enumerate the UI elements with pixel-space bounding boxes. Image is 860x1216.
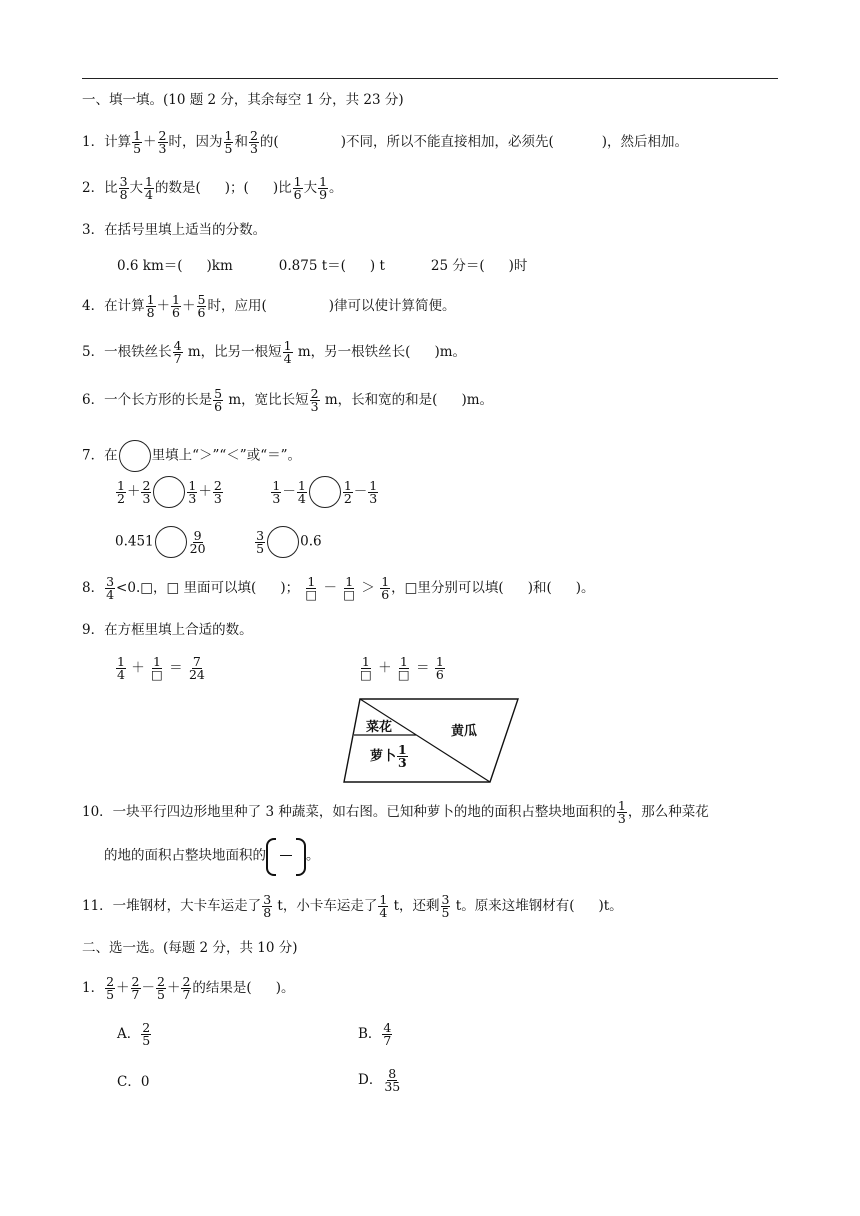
compare-circle[interactable] [267,526,299,558]
compare-circle[interactable] [309,476,341,508]
fraction [224,130,234,155]
fraction [283,340,293,365]
text-segment: 4 [297,490,306,506]
text-segment: 3 [142,490,151,506]
text-segment: 8． [82,580,105,596]
text-segment: 3 [398,755,407,770]
text-segment: 大 [303,180,318,196]
text-segment: 1 [369,477,378,493]
fraction [435,656,445,681]
text-segment: □ [360,667,372,682]
question-6 [82,388,493,413]
text-segment: 1 [117,654,125,669]
text-segment: t，还剩 [389,898,440,914]
text-segment: 3 [119,174,128,189]
text-segment: 1 [345,574,354,589]
text-segment: 大 [129,180,144,196]
text-segment: ＋ [126,483,141,500]
text-segment: 1 [361,654,370,669]
text-segment: ＋ [156,298,171,314]
question-9-left [115,656,207,681]
text-segment: 5 [106,987,115,1002]
fraction [156,976,166,1001]
text-segment: 4 [379,905,388,920]
text-segment: 2 [249,128,258,143]
text-segment: 2 [158,128,167,143]
option-d[interactable] [358,1068,402,1093]
text-segment: 6．一个长方形的长是 [82,392,213,408]
text-segment: 35 [384,1079,401,1094]
text-segment: 4．在计算 [82,298,145,314]
fraction [181,976,191,1001]
text-segment: )。 [275,980,295,996]
text-segment: 5．一根铁丝长 [82,344,172,360]
fraction [380,576,390,601]
text-segment: 2 [106,974,115,989]
fraction [617,800,627,825]
text-segment: )，然后相加。 [601,134,689,150]
question-3-units [117,256,527,276]
text-segment: 8 [119,187,128,202]
text-segment: )km [206,258,233,274]
fraction [262,894,272,919]
question-2 [82,176,343,201]
fraction [119,176,129,201]
text-segment: 1 [133,128,142,143]
text-segment: )不同，所以不能直接相加，必须先( [340,134,554,150]
fraction [141,477,151,506]
text-segment: 3 [106,574,115,589]
text-segment: 和 [234,134,248,150]
fraction [249,130,259,155]
fraction [293,176,303,201]
text-segment: 3 [158,141,167,156]
text-segment: 5 [441,905,450,920]
text-segment: 3 [256,527,265,543]
text-segment: 的地的面积占整块地面积的 [104,847,266,864]
text-segment: ＝ [169,660,183,676]
fraction [310,388,320,413]
text-segment: ，那么种菜花 [627,804,709,820]
text-segment: 3 [310,399,319,414]
text-segment: ＋ [116,980,130,996]
choice-question-1 [82,976,294,1001]
section-two-title: 二、选一选。(每题 2 分，共 10 分) [82,940,298,956]
fraction [213,388,223,413]
text-segment: )m。 [461,392,494,408]
text-segment: 时，因为 [168,134,223,150]
parallelogram-outline [344,699,518,782]
text-segment: 6 [435,667,444,682]
text-segment: 3 [617,811,626,826]
text-segment: 5 [214,386,223,401]
option-c[interactable]: C．0 [117,1074,150,1090]
text-segment: )和( [527,580,552,596]
question-9-right [358,656,446,681]
text-segment: 1 [272,477,281,493]
text-segment: 1．计算 [82,134,132,150]
text-segment: 0.451 [115,533,154,550]
text-segment: ＋ [143,134,157,150]
fraction [342,576,356,601]
text-segment: t，小卡车运走了 [273,898,378,914]
text-segment: 4 [117,667,125,682]
text-segment: 2 [157,974,165,989]
text-segment: ＋ [131,660,145,676]
text-segment: 0.6 km＝( [117,258,183,274]
text-segment: D． [358,1072,383,1088]
text-segment: 6 [293,187,302,202]
fraction [189,527,207,556]
text-segment: 4 [283,351,292,366]
text-segment: ＝ [416,660,430,676]
compare-circle[interactable] [153,476,185,508]
text-segment: 11．一堆钢材，大卡车运走了 [82,898,262,914]
header-rule [82,78,778,79]
question-3: 3．在括号里填上适当的分数。 [82,222,267,238]
text-segment: 7 [383,1033,392,1048]
fraction [213,477,223,506]
text-segment: □ [305,587,318,602]
text-segment: 3 [441,892,450,907]
text-segment: 0.6 [300,533,322,550]
text-segment: 25 分＝( [430,258,485,274]
text-segment: 。 [306,847,320,864]
text-segment: m，比另一根短 [183,344,282,360]
text-segment: 1 [172,292,180,307]
text-segment: <0.□，□ 里面可以填( [116,580,257,596]
text-segment: 2 [182,974,191,989]
text-segment: 4 [145,187,153,202]
fraction [105,576,115,601]
question-4 [82,294,456,319]
text-segment: ＞ [361,580,375,596]
text-segment: ＋ [198,483,212,500]
text-segment: ＋ [166,980,181,996]
question-7-row-1 [115,476,379,508]
fraction [197,294,207,319]
compare-circle-icon [119,440,151,472]
text-segment: 4 [106,587,115,602]
section-one-title: 一、填一填。(10 题 2 分，其余每空 1 分，共 23 分) [82,92,404,108]
fraction [359,656,373,681]
text-segment: 1 [435,654,444,669]
text-segment: □ [343,587,356,602]
fraction [171,294,181,319]
text-segment: ＋ [378,660,392,676]
luobo-label [370,744,409,769]
text-segment: － [323,580,337,596]
text-segment: B． [358,1026,382,1042]
fraction [105,976,115,1001]
text-segment: 1 [188,477,197,493]
text-segment: 1 [399,654,408,669]
text-segment: )； [280,580,300,596]
text-segment: 1 [152,654,161,669]
text-segment: 1 [224,128,233,143]
text-segment: 5 [142,1033,151,1048]
fraction [150,656,164,681]
text-segment: m，另一根铁丝长( [293,344,411,360]
text-segment: 1 [145,174,153,189]
huanggua-label: 黄瓜 [451,724,478,739]
text-segment: )比 [272,180,292,196]
text-segment: □ [397,667,410,682]
question-5 [82,340,466,365]
text-segment: 20 [189,540,206,556]
text-segment: 2 [131,974,140,989]
fraction [397,656,411,681]
text-segment: 的结果是( [192,980,252,996]
text-segment: 0.875 t＝( [278,258,346,274]
text-segment: 时，应用( [207,298,267,314]
text-segment: 7．在 [82,447,118,464]
fraction [144,176,154,201]
text-segment: 里填上“＞”“＜”或“＝”。 [151,447,302,464]
text-segment: □ [151,667,163,682]
text-segment: m，宽比长短 [224,392,309,408]
text-segment: 2．比 [82,180,118,196]
text-segment: )m。 [434,344,467,360]
text-segment: A． [117,1026,141,1042]
text-segment: 8 [263,905,272,920]
fraction [383,1068,401,1093]
text-segment: 1 [617,798,626,813]
text-segment: m，长和宽的和是( [320,392,438,408]
text-segment: 10．一块平行四边形地里种了 3 种蔬菜，如右图。已知种萝卜的地的面积占整块地面积的 [82,804,616,820]
text-segment: 1 [319,174,328,189]
text-segment: 萝卜 [370,749,397,764]
compare-circle[interactable] [155,526,187,558]
text-segment: 3 [188,490,197,506]
text-segment: 1 [307,574,316,589]
fraction [141,1022,151,1047]
fraction [378,894,388,919]
text-segment: )。 [575,580,595,596]
text-segment: 6 [172,305,180,320]
question-10 [82,800,709,825]
text-segment: － [353,483,368,500]
question-10-cont [104,838,320,874]
fraction [188,656,206,681]
text-segment: )t。 [598,898,623,914]
fraction [297,477,307,506]
text-segment: 3 [249,141,258,156]
text-segment: 1． [82,980,105,996]
text-segment: 2 [117,490,125,506]
caihua-label: 菜花 [366,720,393,735]
text-segment: － [282,483,296,500]
fraction [158,130,168,155]
text-segment: 3 [213,490,222,506]
fraction [116,477,126,506]
fraction [271,477,281,506]
option-a[interactable] [117,1022,152,1047]
fraction [116,656,126,681]
text-segment: 1 [117,477,125,493]
text-segment: 1 [297,477,306,493]
text-segment: )；( [224,180,249,196]
text-segment: 6 [197,305,206,320]
fraction [146,294,156,319]
text-segment: 1 [343,477,352,493]
text-segment: 8 [146,305,155,320]
text-segment: 4 [383,1020,392,1035]
fraction [397,744,408,769]
option-b[interactable] [358,1022,393,1047]
fraction [304,576,318,601]
text-segment: 1 [381,574,390,589]
text-segment: 2 [213,477,222,493]
text-segment: 5 [197,292,206,307]
text-segment: 1 [379,892,388,907]
question-7 [82,440,301,472]
text-segment: 9 [193,527,202,543]
fraction [255,527,265,556]
fraction [131,976,141,1001]
fraction [318,176,328,201]
text-segment: 。 [329,180,343,196]
fraction [343,477,353,506]
fraction [382,1022,392,1047]
text-segment: 1 [398,742,407,757]
question-1 [82,130,688,155]
fraction [187,477,197,506]
text-segment: 的( [259,134,279,150]
text-segment: 2 [310,386,319,401]
fraction [368,477,378,506]
diagonal-line [360,699,490,782]
parallelogram-figure [340,696,522,786]
text-segment: － [141,980,155,996]
text-segment: 2 [142,1020,151,1035]
text-segment: 1 [283,338,292,353]
text-segment: ，□里分别可以填( [391,580,504,596]
text-segment: 7 [192,654,201,669]
text-segment: 2 [142,477,151,493]
text-segment: 7 [131,987,140,1002]
text-segment: 4 [173,338,182,353]
fraction [173,340,183,365]
text-segment: 7 [173,351,182,366]
fraction-answer-box[interactable] [266,838,306,874]
text-segment: 5 [133,141,142,156]
question-9: 9．在方框里填上合适的数。 [82,622,253,638]
text-segment: 6 [214,399,223,414]
text-segment: 5 [224,141,233,156]
text-segment: 5 [256,540,265,556]
text-segment: 3 [263,892,272,907]
text-segment: )时 [508,258,528,274]
fraction [441,894,451,919]
text-segment: 2 [343,490,352,506]
question-7-row-2 [115,526,322,558]
text-segment: )律可以使计算简便。 [328,298,456,314]
text-segment: 8 [388,1066,397,1081]
text-segment: 的数是( [155,180,201,196]
text-segment: 3 [272,490,281,506]
text-segment: 3 [369,490,378,506]
text-segment: ＋ [182,298,196,314]
question-8 [82,576,595,601]
text-segment: 7 [182,987,191,1002]
text-segment: 9 [319,187,328,202]
text-segment: 6 [381,587,390,602]
text-segment: 1 [293,174,302,189]
text-segment: 5 [157,987,165,1002]
fraction [132,130,142,155]
text-segment: 1 [146,292,155,307]
text-segment: t。原来这堆钢材有( [451,898,575,914]
question-11 [82,894,623,919]
text-segment: 24 [188,667,205,682]
text-segment: ) t [369,258,385,274]
